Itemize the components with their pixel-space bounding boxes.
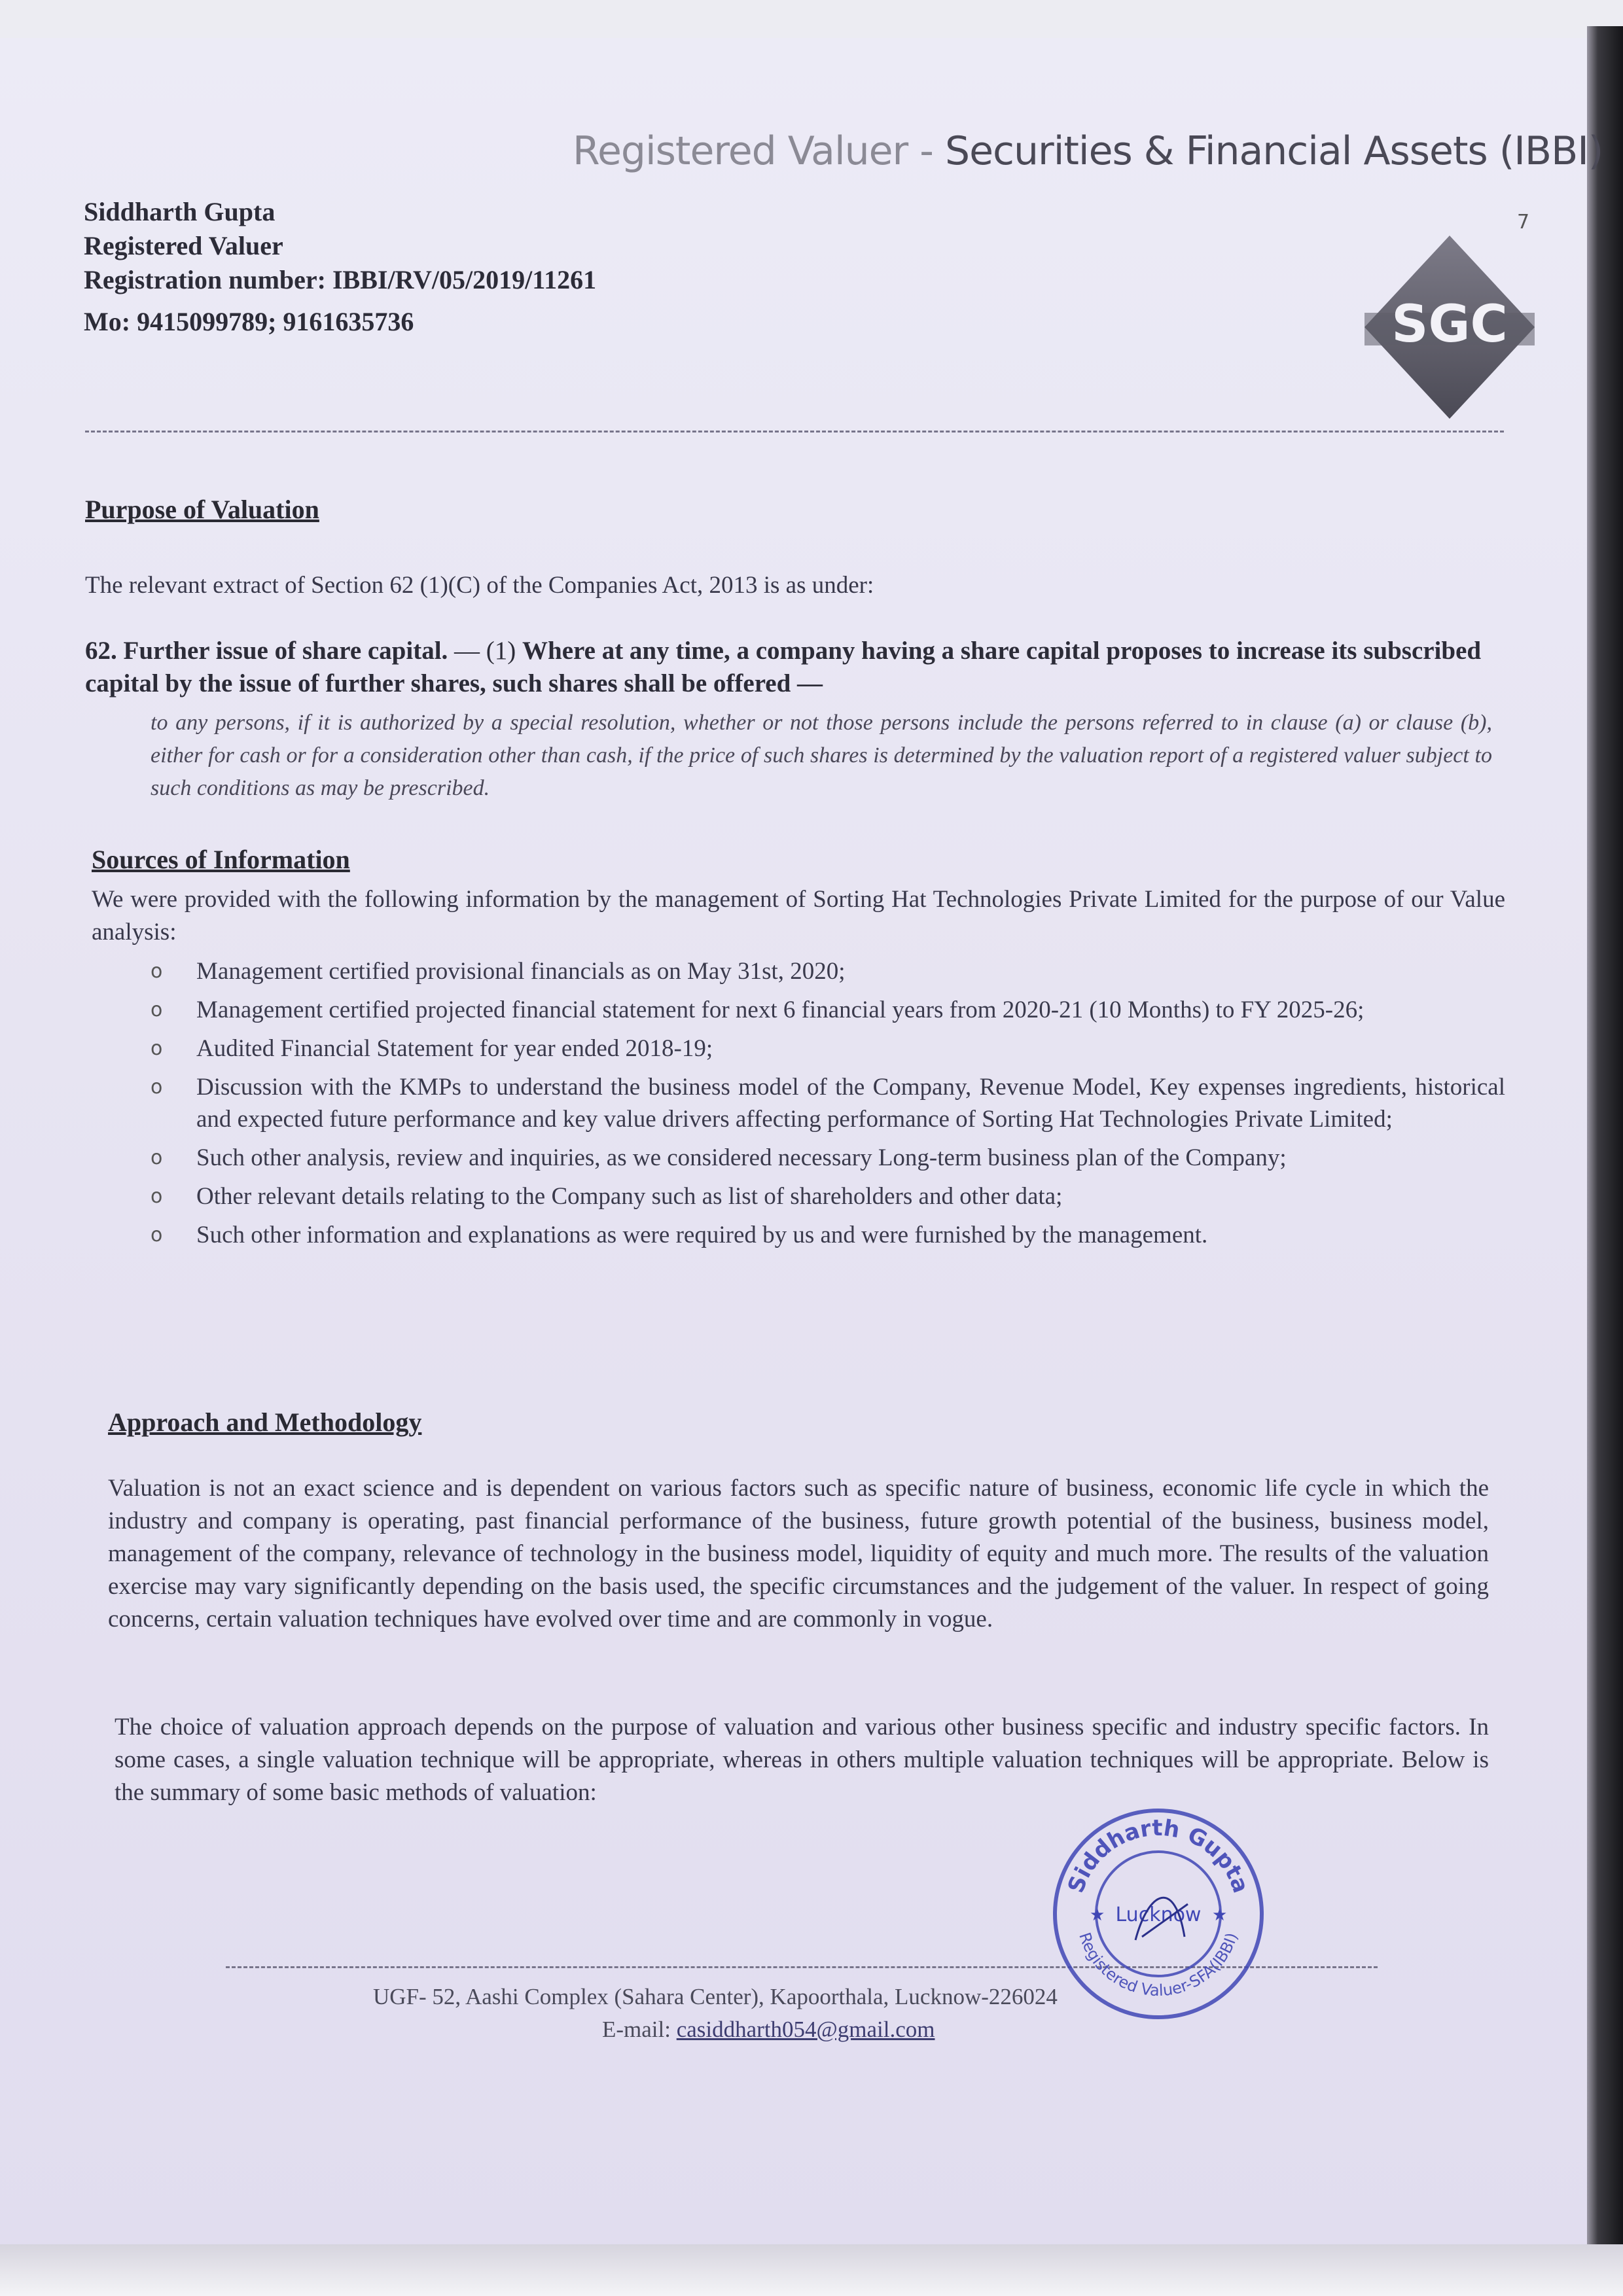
letterhead-title-prefix: Registered Valuer - [573,128,946,174]
footer-email [602,2017,935,2043]
svg-text:Siddharth Gupta [1063,1815,1254,1896]
section-62-dash: — [448,637,486,665]
heading-sources-of-information: Sources of Information [92,845,350,874]
footer-email-link[interactable]: casiddharth054@gmail.com [676,2017,935,2042]
section-62-sub: (1) [486,637,523,665]
valuer-stamp [1050,1806,1266,2022]
header-divider [85,431,1504,433]
purpose-intro: The relevant extract of Section 62 (1)(C) of the Companies Act, 2013 is as under: [85,572,874,599]
approach-paragraph-1: Valuation is not an exact science and is dependent on various factors such as specific nature of business, economic life cycle in which the industry and company is operating, past financial performance of the business, future growth potential of the business, business model, management of the company, relevance of technology in the business model, liquidity of equity and much more. The results of the valuation exercise may vary significantly depending on the basis used, the specific circumstances and the judgement of the valuer. In respect of going concerns, certain valuation techniques have evolved over time and are commonly in vogue. [108,1475,1489,1633]
footer-address: UGF- 52, Aashi Complex (Sahara Center), Kapoorthala, Lucknow-226024 [373,1984,1058,2009]
heading-approach-and-methodology: Approach and Methodology [108,1407,422,1437]
logo-text: SGC [1391,295,1508,354]
section-62-body: Where at any time, a company having a share capital proposes to increase its subscribed capital by the issue of further shares, such shares shall be offered — [85,637,1482,698]
list-item: o Other relevant details relating to the Company such as list of shareholders and other data; [196,1180,1505,1212]
list-item: o Management certified projected financial statement for next 6 financial years from 2020-21 (10 Months) to FY 2025-26; [196,994,1505,1026]
letterhead-title [573,128,1603,174]
list-item: o Discussion with the KMPs to understand the business model of the Company, Revenue Model, Key expenses ingredients, historical and expected future performance and key value drivers affecting performance of Sorting Hat Technologies Private Limited; [196,1071,1505,1135]
section-62-text [85,635,1512,700]
valuer-role: Registered Valuer [84,231,283,260]
page-edge-shadow [1587,26,1623,2296]
stamp-star-left: ★ [1090,1905,1105,1925]
list-item: o Audited Financial Statement for year ended 2018-19; [196,1033,1505,1065]
stamp-city: Lucknow [1115,1903,1202,1926]
svg-text:Registered Valuer-SFA(IBBI) [1075,1930,1241,2000]
valuer-registration: Registration number: IBBI/RV/05/2019/11261 [84,265,597,294]
stamp-name: Siddharth Gupta [1063,1814,1254,1897]
approach-paragraph-2: The choice of valuation approach depends on the purpose of valuation and various other business specific and industry specific factors. In some cases, a single valuation technique will be appropriate, whereas in others multiple valuation techniques will be appropriate. Below is the summary of some basic methods of valuation: [115,1714,1489,1806]
valuer-mobile: Mo: 9415099789; 9161635736 [84,307,414,336]
sgc-logo [1364,236,1535,419]
heading-purpose-of-valuation: Purpose of Valuation [85,495,319,524]
letterhead-title-main: Securities & Financial Assets (IBBI) [945,128,1603,174]
section-62-quote: to any persons, if it is authorized by a special resolution, whether or not those persons include the persons referred to in clause (a) or clause (b), either for cash or for a consideration other than cash, if the price of such shares is determined by the valuation report of a registered valuer subject to such conditions as may be prescribed. [151,711,1492,800]
page-bottom-shadow [0,2244,1623,2296]
page-number: 7 [1517,211,1530,234]
stamp-star-right: ★ [1212,1905,1228,1925]
footer-email-label: E-mail: [602,2017,677,2042]
list-item: o Such other analysis, review and inquiries, as we considered necessary Long-term business plan of the Company; [196,1142,1505,1174]
sources-list [196,955,1505,1258]
valuer-name: Siddharth Gupta [84,197,276,226]
sources-intro: We were provided with the following information by the management of Sorting Hat Technologies Private Limited for the purpose of our Value analysis: [92,886,1505,945]
section-62-title: 62. Further issue of share capital. [85,637,448,665]
list-item: o Such other information and explanations as were required by us and were furnished by the management. [196,1219,1505,1251]
list-item: o Management certified provisional financials as on May 31st, 2020; [196,955,1505,987]
stamp-role: Registered Valuer-SFA(IBBI) [1075,1930,1241,2000]
